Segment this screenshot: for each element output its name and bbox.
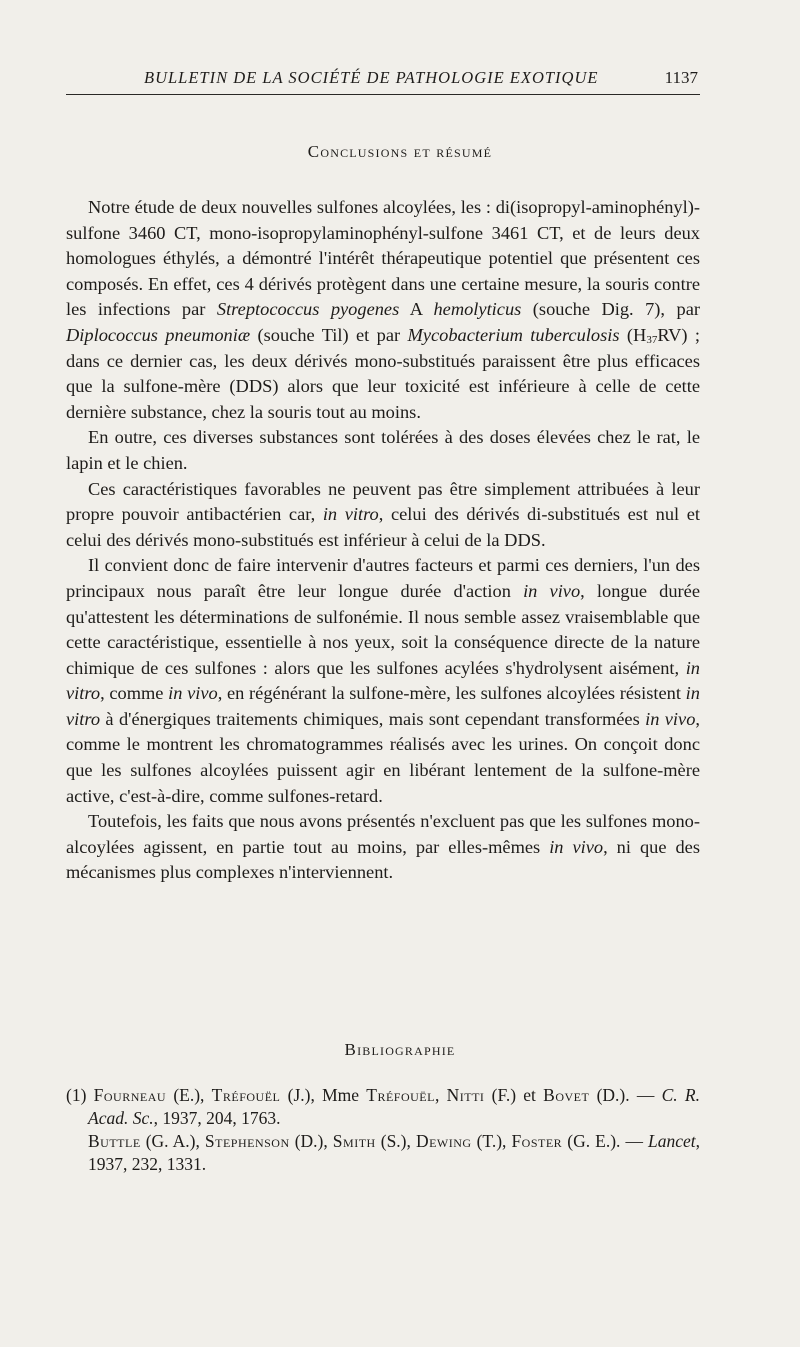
conclusions-body [66, 195, 700, 886]
journal-title: BULLETIN DE LA SOCIÉTÉ DE PATHOLOGIE EXOTIQUE [144, 68, 599, 87]
paragraph-1: Notre étude de deux nouvelles sulfones alcoylées, les : di(isopropyl-aminophényl)-sulfone 3460 CT, mono-isopropylaminophényl-sulfone 3461 CT, et de leurs deux homologues éthylés, a démontré l'intérêt thérapeutique potentiel que présentent ces composés. En effet, ces 4 dérivés protègent dans une certaine mesure, la souris contre les infections par Streptococcus pyogenes A hemolyticus (souche Dig. 7), par Diplococcus pneumoniæ (souche Til) et par Mycobacterium tuberculosis $(H_{37}RV)$ ; dans ce dernier cas, les deux dérivés mono-substitués paraissent être plus efficaces que la sulfone-mère (DDS) alors que leur toxicité est inférieure à celle de cette dernière substance, chez la souris tout au moins. [66, 197, 700, 422]
page-number: 1137 [664, 68, 698, 87]
paragraph-5: Toutefois, les faits que nous avons présentés n'excluent pas que les sulfones mono-alcoylées agissent, en partie tout au moins, par elles-mêmes in vivo, ni que des mécanismes plus complexes n'interviennent. [66, 811, 701, 883]
paragraph-2: En outre, ces diverses substances sont tolérées à des doses élevées chez le rat, le lapin et le chien. [66, 427, 700, 473]
reference-1: (1) Fourneau (E.), Tréfouël (J.), Mme Tréfouël, Nitti (F.) et Bovet (D.). — C. R. Acad. Sc., 1937, 204, 1763. [66, 1085, 700, 1128]
conclusions-heading: Conclusions et résumé [307, 142, 493, 161]
paragraph-4: Il convient donc de faire intervenir d'autres facteurs et parmi ces derniers, l'un des principaux nous paraît être leur longue durée d'action in vivo, longue durée qu'attestent les déterminations de sulfonémie. Il nous semble assez vraisemblable que cette caractéristique, essentielle à nos yeux, soit la conséquence directe de la nature chimique de ces sulfones : alors que les sulfones acylées s'hydrolysent aisément, in vitro, comme in vivo, en régénérant la sulfone-mère, les sulfones alcoylées résistent in vitro à d'énergiques traitements chimiques, mais sont cependant transformées in vivo, comme le montrent les chromatogrammes réalisés avec les urines. On conçoit donc que les sulfones alcoylées puissent agir en libérant lentement de la sulfone-mère active, c'est-à-dire, comme sulfones-retard. [66, 555, 700, 806]
bibliography-heading: Bibliographie [344, 1040, 456, 1059]
reference-2: Buttle (G. A.), Stephenson (D.), Smith (S.), Dewing (T.), Foster (G. E.). — Lancet, 1937, 232, 1331. [88, 1131, 701, 1174]
paragraph-3: Ces caractéristiques favorables ne peuvent pas être simplement attribuées à leur propre pouvoir antibactérien car, in vitro, celui des dérivés di-substitués est nul et celui des dérivés mono-substitués est inférieur à celui de la DDS. [66, 478, 700, 550]
running-header [66, 64, 700, 95]
reference-list [66, 1084, 700, 1176]
